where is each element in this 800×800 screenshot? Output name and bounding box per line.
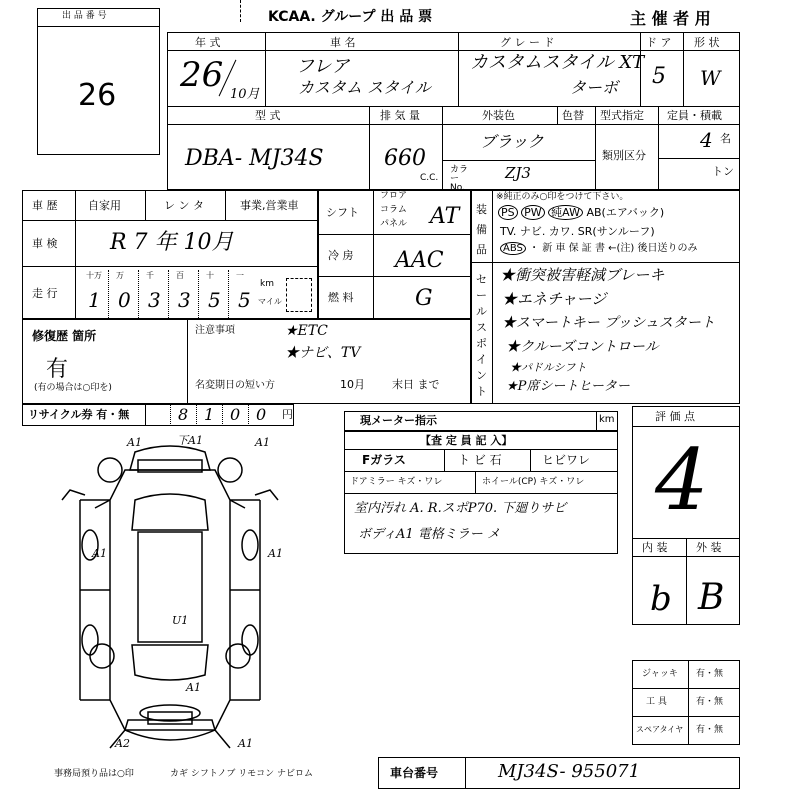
interior-grade: b <box>650 579 672 619</box>
sales-point-6: ★P席シートヒーター <box>506 379 630 394</box>
expiry-month: 10月 <box>340 378 365 391</box>
equipment-row1 <box>498 207 664 218</box>
year-label: 年 式 <box>195 36 221 49</box>
repair-label: 修復歴 箇所 <box>32 329 97 343</box>
evaluation-score: 4 <box>655 431 709 529</box>
mileage-label: 走 行 <box>32 287 58 300</box>
fuel-label: 燃 料 <box>328 291 354 304</box>
inspector-wheel: ホイール(CP) キズ・ワレ <box>482 477 585 487</box>
odometer-digit: 3 <box>148 288 161 312</box>
recycle-digit: 1 <box>204 405 215 424</box>
inspector-comment-2: ボディA1 電格ミラー メ <box>358 527 500 542</box>
mile-unit: マイル <box>258 297 282 306</box>
lot-number: 26 <box>78 78 117 113</box>
warranty-note: ・ 新 車 保 証 書 ←(注) 後日送りのみ <box>529 243 698 254</box>
name-label: 車 名 <box>330 36 356 49</box>
odometer-digit: 0 <box>118 288 131 312</box>
inspector-crack: ヒビワレ <box>542 453 591 467</box>
history-label: 車 歴 <box>32 199 58 212</box>
equip-ps[interactable]: PS <box>498 205 518 220</box>
model-label: 型 式 <box>255 109 281 122</box>
repair-note: (有の場合は○印を) <box>34 383 112 393</box>
equip-abs[interactable]: ABS <box>500 242 526 255</box>
car-name-line2: カスタム スタイル <box>298 78 431 97</box>
meter-unit: km <box>599 414 615 425</box>
equipment-row2: TV. ナビ. カワ. SR(サンルーフ) <box>500 225 655 238</box>
odometer-place-label: 万 <box>116 271 124 280</box>
meter-label: 現メーター指示 <box>360 414 437 427</box>
model-value: DBA- MJ34S <box>185 146 324 171</box>
exterior-label: 外 装 <box>696 541 722 554</box>
grade-line1: カスタムスタイル XT <box>470 52 645 73</box>
mark-u1: U1 <box>172 614 189 627</box>
odometer-digit: 3 <box>178 288 191 312</box>
mark-a1-right: A1 <box>268 547 283 560</box>
shift-value: AT <box>430 204 460 229</box>
displacement-label: 排 気 量 <box>380 109 420 122</box>
tools-label: 工 具 <box>646 697 667 707</box>
recycle-unit: 円 <box>282 408 293 421</box>
displacement-value: 660 <box>384 146 426 171</box>
load-unit: トン <box>712 165 734 178</box>
evaluation-label: 評 価 点 <box>655 410 695 423</box>
grade-line2: ターボ <box>570 78 619 97</box>
cc-unit: C.C. <box>420 173 439 183</box>
notes-label: 注意事項 <box>195 325 235 336</box>
shift-option-panel[interactable]: パネル <box>380 219 408 229</box>
sales-point-4: ★クルーズコントロール <box>506 339 659 355</box>
tools-yesno[interactable]: 有・無 <box>696 697 724 707</box>
car-name-line1: フレア <box>296 56 350 77</box>
body-value: W <box>700 66 721 90</box>
history-option-rental[interactable]: レ ン タ <box>164 199 204 212</box>
inspection-value: R 7 年 10月 <box>110 230 234 255</box>
repair-value: 有 <box>46 357 69 382</box>
note-etc: ★ETC <box>285 323 328 339</box>
lot-number-label: 出 品 番 号 <box>62 11 107 21</box>
doors-label: ド ア <box>646 36 672 49</box>
color-no-value: ZJ3 <box>505 164 531 182</box>
history-option-business[interactable]: 事業,営業車 <box>240 199 299 212</box>
chassis-label: 車台番号 <box>390 766 439 780</box>
color-no-label: カラー No. <box>450 165 469 193</box>
color-change-label: 色替 <box>562 109 584 122</box>
mark-a2: A2 <box>115 737 130 750</box>
mark-a1-top-left: A1 <box>127 436 142 449</box>
model-designation-label: 型式指定 <box>600 109 644 122</box>
odometer-place-label: 十万 <box>86 271 102 280</box>
mark-a1-top-right: A1 <box>255 436 270 449</box>
car-diagram <box>40 430 300 770</box>
shift-option-column[interactable]: コラム <box>380 205 407 215</box>
sales-point-1: ★衝突被害軽減ブレーキ <box>500 266 665 284</box>
jack-label: ジャッキ <box>642 669 678 679</box>
sales-point-2: ★エネチャージ <box>502 290 607 308</box>
category-label: 類別区分 <box>602 149 646 162</box>
inspector-comment-1: 室内汚れ A. R.スポP70. 下廻りサビ <box>354 501 567 516</box>
equip-aw[interactable]: 純AW <box>548 205 583 220</box>
history-option-private[interactable]: 自家用 <box>88 199 121 212</box>
mark-a1-left: A1 <box>92 547 107 560</box>
shift-label: シフト <box>326 206 359 219</box>
equipment-note: ※純正のみ○印をつけて下さい。 <box>496 192 629 202</box>
inspector-title: 【査 定 員 記 入】 <box>420 434 513 447</box>
equip-pw[interactable]: PW <box>521 205 545 220</box>
sales-points-label: セールスポイント <box>476 273 487 398</box>
inspector-door-mirror: ドアミラー キズ・ワレ <box>350 477 443 487</box>
sheet-type: 主 催 者 用 <box>630 9 711 28</box>
odometer-place-label: 一 <box>236 271 244 280</box>
equipment-label: 装 備 品 <box>476 203 487 256</box>
year-value: 26 <box>180 55 224 95</box>
exterior-color-value: ブラック <box>480 132 544 151</box>
note-navi-tv: ★ナビ、TV <box>285 345 361 361</box>
capacity-unit: 名 <box>720 132 731 145</box>
spare-yesno[interactable]: 有・無 <box>696 725 724 735</box>
chassis-number: MJ34S- 955071 <box>498 761 641 782</box>
body-label: 形 状 <box>694 36 720 49</box>
shift-option-floor[interactable]: フロア <box>380 191 408 201</box>
spare-label: スペアタイヤ <box>636 725 684 734</box>
recycle-digit: 8 <box>178 405 189 424</box>
mark-a1-bottom: A1 <box>238 737 253 750</box>
equip-ab[interactable]: AB(エアバック) <box>586 206 665 219</box>
sales-point-3: ★スマートキー プッシュスタート <box>502 315 715 331</box>
odometer-place-label: 百 <box>176 271 184 280</box>
ac-value: AAC <box>395 248 444 273</box>
equipment-row3 <box>500 244 698 254</box>
odometer-digit: 1 <box>88 288 101 312</box>
odometer-place-label: 十 <box>206 271 214 280</box>
mark-a1-top-mid: 下A1 <box>177 434 203 447</box>
sales-point-5: ★パドルシフト <box>510 361 587 374</box>
odometer-digit: 5 <box>208 288 221 312</box>
expiry-label: 名変期日の短い方 <box>195 380 275 391</box>
odometer-digit: 5 <box>238 288 251 312</box>
exterior-grade: B <box>698 577 725 618</box>
inspector-chip: ト ビ 石 <box>458 453 502 467</box>
odometer-place-label: 千 <box>146 271 154 280</box>
capacity-value: 4 <box>700 128 713 152</box>
capacity-label: 定員・積載 <box>667 109 722 122</box>
jack-yesno[interactable]: 有・無 <box>696 669 724 679</box>
org-title: KCAA. グループ 出 品 票 <box>268 9 433 25</box>
doors-value: 5 <box>652 64 666 89</box>
inspection-label: 車 検 <box>32 237 58 250</box>
expiry-suffix: 末日 まで <box>392 378 440 391</box>
interior-label: 内 装 <box>642 541 668 554</box>
mark-a1-rear: A1 <box>186 681 201 694</box>
office-label: 事務局預り品は○印 <box>54 769 134 779</box>
recycle-digit: 0 <box>230 405 241 424</box>
fuel-value: G <box>415 286 433 311</box>
month-value: 10月 <box>230 87 260 102</box>
km-unit: km <box>260 279 274 289</box>
grade-label: グ レ ー ド <box>500 36 555 49</box>
exterior-color-label: 外装色 <box>482 109 515 122</box>
recycle-label: リサイクル券 有・無 <box>28 408 130 421</box>
office-items: カギ シフトノブ リモコン ナビロム <box>170 769 314 779</box>
recycle-digit: 0 <box>256 405 267 424</box>
ac-label: 冷 房 <box>328 249 354 262</box>
inspector-windshield: Fガラス <box>362 453 406 467</box>
